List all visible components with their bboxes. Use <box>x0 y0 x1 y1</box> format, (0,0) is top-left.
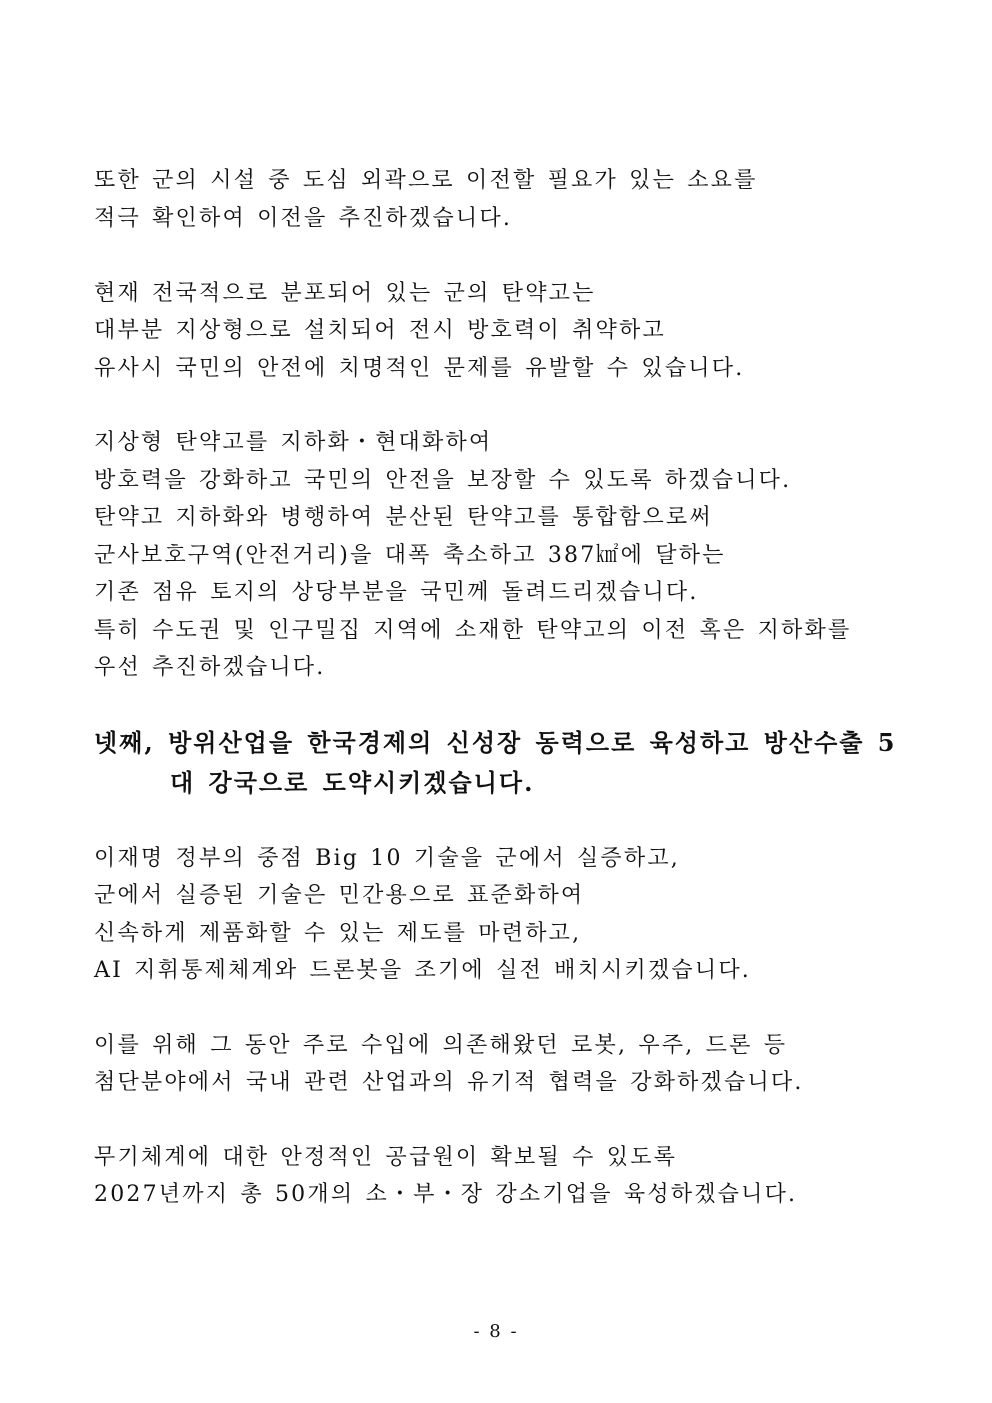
body-text-line: 지상형 탄약고를 지하화・현대화하여 <box>94 430 493 455</box>
body-text-line: 기존 점유 토지의 상당부분을 국민께 돌려드리겠습니다. <box>94 580 699 605</box>
body-text-line: 현재 전국적으로 분포되어 있는 군의 탄약고는 <box>94 281 596 306</box>
body-text-line: 유사시 국민의 안전에 치명적인 문제를 유발할 수 있습니다. <box>94 356 745 381</box>
body-text-line: 또한 군의 시설 중 도심 외곽으로 이전할 필요가 있는 소요를 <box>94 168 758 193</box>
body-text-line: 이재명 정부의 중점 Big 10 기술을 군에서 실증하고, <box>94 846 680 871</box>
section-heading-line1: 넷째, 방위산업을 한국경제의 신성장 동력으로 육성하고 방산수출 5 <box>94 728 897 757</box>
body-text-line: 첨단분야에서 국내 관련 산업과의 유기적 협력을 강화하겠습니다. <box>94 1070 804 1095</box>
body-text-line: 대부분 지상형으로 설치되어 전시 방호력이 취약하고 <box>94 318 666 343</box>
body-text-line: 신속하게 제품화할 수 있는 제도를 마련하고, <box>94 921 582 946</box>
body-text-line: 이를 위해 그 동안 주로 수입에 의존해왔던 로봇, 우주, 드론 등 <box>94 1033 788 1058</box>
body-text-line: 방호력을 강화하고 국민의 안전을 보장할 수 있도록 하겠습니다. <box>94 468 792 493</box>
body-text-line: 우선 추진하겠습니다. <box>94 655 326 680</box>
body-text-line: 특히 수도권 및 인구밀집 지역에 소재한 탄약고의 이전 혹은 지하화를 <box>94 618 852 643</box>
body-text-line: 군사보호구역(안전거리)을 대폭 축소하고 387㎢에 달하는 <box>94 543 726 568</box>
body-text-line: 2027년까지 총 50개의 소・부・장 강소기업을 육성하겠습니다. <box>94 1182 798 1207</box>
body-text-line: 무기체계에 대한 안정적인 공급원이 확보될 수 있도록 <box>94 1145 678 1170</box>
section-heading-line2: 대 강국으로 도약시키겠습니다. <box>170 768 535 797</box>
body-text-line: 탄약고 지하화와 병행하여 분산된 탄약고를 통합함으로써 <box>94 505 713 530</box>
page-number: - 8 - <box>473 1321 519 1342</box>
body-text-line: AI 지휘통제체계와 드론봇을 조기에 실전 배치시키겠습니다. <box>94 958 751 983</box>
body-text-line: 군에서 실증된 기술은 민간용으로 표준화하여 <box>94 883 585 908</box>
body-text-line: 적극 확인하여 이전을 추진하겠습니다. <box>94 206 513 231</box>
